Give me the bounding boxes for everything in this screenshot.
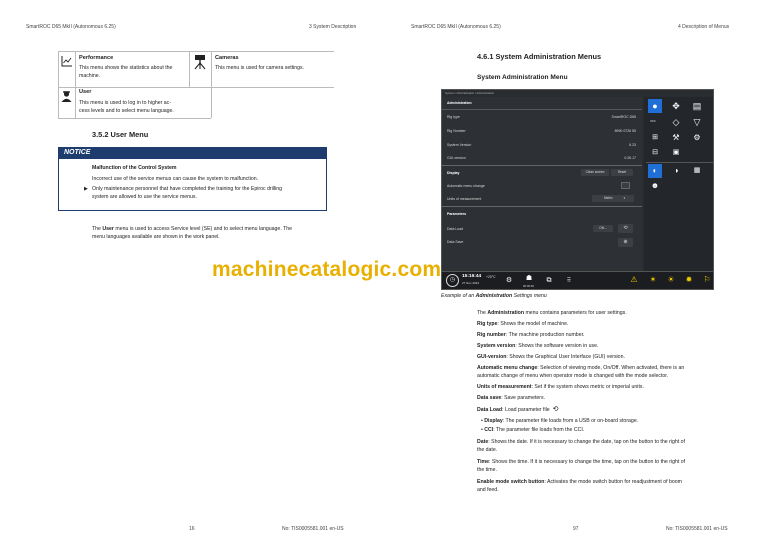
hierarchy-icon[interactable]: ⊟: [652, 149, 658, 156]
screen-row-rigtype-value: SmartROC D65: [611, 115, 636, 119]
cameras-title: Cameras: [215, 55, 239, 61]
performance-text-1: This menu shows the statistics about the: [79, 65, 173, 71]
screen-row-rigtype-label: Rig type: [447, 115, 460, 119]
bullet-arrow-icon: ▶: [84, 186, 88, 192]
admin-screen-image: [441, 89, 714, 290]
screen-params-header: Parameters: [447, 212, 467, 216]
screen-row-rignumber-label: Rig Number: [447, 129, 466, 133]
engine-icon[interactable]: ⚙: [505, 277, 513, 284]
def-date-2: the date.: [477, 447, 498, 453]
screen-breadcrumb: System / Administration / Administration: [445, 91, 495, 95]
screen-date: 27 Nov 2023: [462, 281, 480, 285]
lamp-icon[interactable]: ☀: [667, 275, 675, 284]
screen-row-guiversion-value: 0.26.17: [624, 156, 636, 160]
move-icon[interactable]: ✥: [672, 101, 680, 111]
performance-icon: [61, 55, 73, 67]
notice-bullet-line1: Only maintenance personnel that have completed the training for the Epiroc drilling: [92, 186, 283, 192]
screen-temp: +25°C: [486, 275, 496, 279]
screen-row-sysversion-value: 6.23: [629, 143, 636, 147]
user-menu-body-line2: menu languages available are shown in the work panel.: [92, 234, 220, 240]
screen-off-label: OFF: [650, 119, 656, 123]
screen-row-sysversion-label: System Version: [447, 143, 472, 147]
load-file-icon: ⟲: [552, 406, 559, 413]
screen-auto-menu-label: Automatic menu change: [447, 184, 485, 188]
screen-data-save-label: Data Save: [447, 240, 464, 244]
def-rig-type: Rig type: Shows the model of machine.: [477, 321, 569, 327]
screen-data-load-button[interactable]: ⟲: [618, 224, 633, 233]
left-page-number: 16: [189, 526, 195, 532]
operator-icon[interactable]: ☻: [650, 181, 660, 190]
figure-caption: Example of an Administration Settings menu: [441, 293, 547, 299]
screen-data-load-select[interactable]: ON...: [593, 225, 613, 232]
filter-icon[interactable]: ▽: [693, 117, 701, 127]
def-data-load: Data Load: Load parameter file ⟲: [477, 406, 559, 413]
right-doc-number: No: TIS0005581.001 en-US: [666, 526, 728, 532]
hourmeter-icon: ☗: [525, 275, 533, 282]
tools-icon[interactable]: ⚒: [672, 133, 680, 142]
settings-icon[interactable]: ⚙: [693, 133, 701, 142]
load-bullet-cci: • CCI: The parameter file loads from the CCI.: [481, 427, 585, 433]
admin-menu-subheading: System Administration Menu: [477, 74, 568, 81]
drill-icon: ◐: [652, 166, 658, 175]
screen-data-save-button[interactable]: ⊕: [618, 238, 633, 247]
intro-text: The Administration menu contains parameters for user settings.: [477, 310, 627, 316]
list-icon[interactable]: ▤: [692, 101, 702, 111]
notice-label: NOTICE: [58, 147, 327, 159]
left-header-title: SmartROC D65 MkII (Autonomous 6.25): [26, 24, 116, 30]
left-header-chapter: 3 System Description: [309, 24, 357, 30]
def-gui-version: GUI-version: Shows the Graphical User Interface (GUI) version.: [477, 354, 625, 360]
def-date-1: Date: Shows the date. If it is necessary to change the date, tap on the button to the right of: [477, 439, 685, 445]
bell-icon[interactable]: ⚐: [703, 275, 711, 284]
screen-display-header: Display: [447, 171, 460, 175]
network-icon[interactable]: ⊞: [652, 134, 658, 141]
def-mode-switch-2: and feed.: [477, 487, 499, 493]
screen-row-rignumber-value: 8990 0726 55: [614, 129, 636, 133]
grid-icon[interactable]: ⠿: [566, 278, 572, 284]
screen-auto-menu-checkbox[interactable]: [621, 182, 630, 189]
user-text-1: This menu is used to log in to higher ac-: [79, 100, 171, 106]
notice-bullet-line2: system are allowed to use the service menus.: [92, 194, 197, 200]
clock-icon[interactable]: ◷: [446, 274, 459, 287]
image-icon[interactable]: ▦: [693, 167, 701, 174]
load-bullet-display: • Display: The parameter file loads from a USB or on-board storage.: [481, 418, 639, 424]
screen-admin-header: Administration: [447, 101, 472, 105]
def-units: Units of measurement: Set if the system shows metric or imperial units.: [477, 384, 644, 390]
user-text-2: cess levels and to select menu language.: [79, 108, 174, 114]
screen-clean-screen-button[interactable]: Clean screen: [581, 169, 609, 176]
screen-data-load-label: Data Load: [447, 227, 464, 231]
screen-time: 15:16:44: [462, 274, 482, 279]
user-icon: [60, 90, 73, 103]
def-auto-menu-change-1: Automatic menu change: Selection of viewing mode, On/Off. When activated, there is an: [477, 365, 685, 371]
def-data-save: Data save: Save parameters.: [477, 395, 546, 401]
admin-menus-heading: 4.6.1 System Administration Menus: [477, 52, 602, 61]
alert-icon[interactable]: ✶: [649, 275, 657, 284]
screen-units-label: Units of measurement: [447, 197, 482, 201]
left-doc-number: No: TIS0005581.001 en-US: [282, 526, 344, 532]
cameras-text: This menu is used for camera settings.: [215, 65, 305, 71]
camera-icon: [193, 54, 207, 70]
user-admin-icon: ●: [652, 101, 658, 111]
storage-icon[interactable]: ▣: [672, 149, 680, 156]
performance-title: Performance: [79, 55, 114, 61]
shield-icon[interactable]: ◇: [672, 117, 680, 127]
right-page-number: 97: [573, 526, 579, 532]
warning-icon[interactable]: ⚠: [630, 275, 638, 284]
def-time-1: Time: Shows the time. If it is necessary to change the time, tap on the button to the right of: [477, 459, 686, 465]
screen-row-guiversion-label: GUI-version: [447, 156, 466, 160]
def-system-version: System version: Shows the software version in use.: [477, 343, 599, 349]
notice-title: Malfunction of the Control System: [92, 165, 177, 171]
performance-text-2: machine.: [79, 73, 101, 79]
def-rig-number: Rig number: The machine production number.: [477, 332, 585, 338]
gear-warning-icon[interactable]: ✹: [685, 275, 693, 284]
right-header-title: SmartROC D65 MkII (Autonomous 6.25): [411, 24, 501, 30]
layers-icon[interactable]: ⧉: [546, 277, 552, 284]
boom-icon[interactable]: ◑: [673, 166, 679, 175]
user-menu-body-line1: The User menu is used to access Service level (SE) and to select menu language. The: [92, 226, 293, 232]
watermark-text: machinecatalogic.com: [212, 258, 442, 281]
def-time-2: the time.: [477, 467, 497, 473]
def-auto-menu-change-2: automatic change of menu when operator mode is changed with the mode selector.: [477, 373, 669, 379]
user-menu-heading: 3.5.2 User Menu: [92, 130, 149, 139]
screen-units-select[interactable]: Metric ▾: [592, 195, 634, 202]
notice-line: Incorrect use of the service menus can cause the system to malfunction.: [92, 176, 259, 182]
def-mode-switch-1: Enable mode switch button: Activates the mode switch button for readjustment of boom: [477, 479, 682, 485]
right-header-chapter: 4 Description of Menus: [678, 24, 730, 30]
screen-reset-button[interactable]: Reset: [611, 169, 633, 176]
screen-counter: 00:00:00: [523, 284, 534, 288]
user-title: User: [79, 89, 92, 95]
